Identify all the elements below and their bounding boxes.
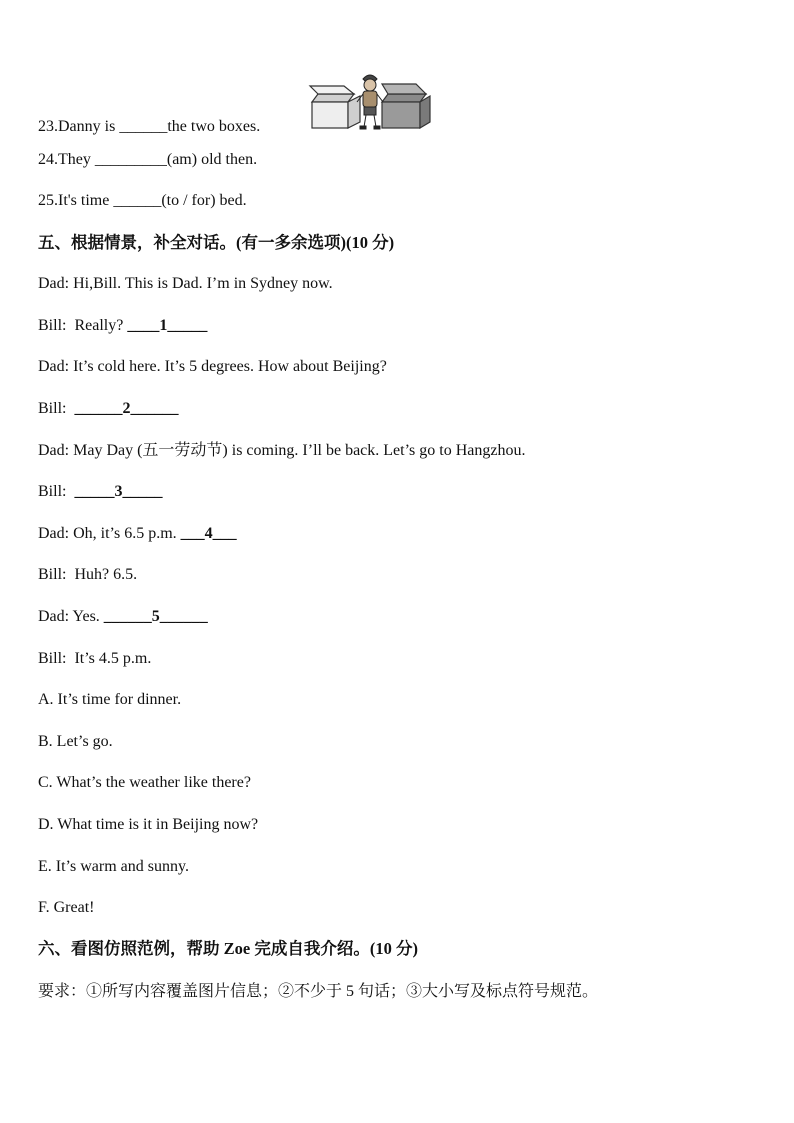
question-24 (38, 150, 257, 170)
section-6-title: 六、看图仿照范例，帮助 Zoe 完成自我介绍。(10 分) (38, 939, 418, 958)
q24-text: 24.They (38, 151, 95, 168)
option-e: E. It’s warm and sunny. (38, 858, 189, 875)
option-f: F. Great! (38, 899, 95, 916)
answer-blank-1[interactable]: ____1_____ (127, 317, 208, 334)
option-a: A. It’s time for dinner. (38, 691, 182, 708)
option-d: D. What time is it in Beijing now? (38, 816, 259, 833)
answer-blank-2[interactable]: ______2______ (74, 400, 179, 417)
dialogue-text: It’s cold here. It’s 5 degrees. How about Beijing? (73, 358, 387, 375)
q25-blank[interactable]: ______ (113, 192, 162, 209)
dialogue-line-4 (38, 399, 178, 419)
question-25 (38, 191, 247, 211)
dialogue-line-2 (38, 316, 207, 336)
dialogue-line-10 (38, 649, 151, 669)
dialogue-line-8 (38, 565, 137, 585)
dialogue-line-1 (38, 274, 333, 294)
speaker: Dad: (38, 608, 70, 625)
answer-blank-3[interactable]: _____3_____ (74, 483, 163, 500)
speaker: Bill: (38, 483, 67, 500)
answer-blank-4[interactable]: ___4___ (180, 525, 237, 542)
speaker: Bill: (38, 317, 67, 334)
speaker: Dad: (38, 358, 70, 375)
speaker: Bill: (38, 400, 67, 417)
dialogue-text: Huh? 6.5. (74, 566, 138, 583)
q23-text: 23.Danny is (38, 118, 120, 135)
option-b: B. Let’s go. (38, 733, 113, 750)
dialogue-text: Yes. (72, 608, 104, 625)
dialogue-text: Oh, it’s 6.5 p.m. (73, 525, 181, 542)
speaker: Dad: (38, 275, 70, 292)
dialogue-line-5 (38, 441, 525, 461)
q25-text: 25.It's time (38, 192, 114, 209)
q24-blank[interactable]: _________ (94, 151, 167, 168)
speaker: Dad: (38, 525, 70, 542)
question-23 (38, 117, 260, 137)
boy-between-two-boxes-icon (308, 72, 432, 132)
dialogue-text: Hi,Bill. This is Dad. I’m in Sydney now. (73, 275, 333, 292)
section-6-requirement: 要求：①所写内容覆盖图片信息；②不少于 5 句话；③大小写及标点符号规范。 (38, 983, 599, 1000)
q23-blank[interactable]: ______ (119, 118, 168, 135)
dialogue-line-3 (38, 357, 387, 377)
dialogue-text: It’s 4.5 p.m. (74, 650, 152, 667)
q24-text-after: (am) old then. (166, 151, 258, 168)
option-c: C. What’s the weather like there? (38, 774, 251, 791)
answer-blank-5[interactable]: ______5______ (103, 608, 208, 625)
q23-text-after: the two boxes. (167, 118, 261, 135)
dialogue-line-7 (38, 524, 237, 544)
dialogue-line-9 (38, 607, 208, 627)
speaker: Dad: (38, 442, 70, 459)
section-5-title: 五、根据情景，补全对话。(有一多余选项)(10 分) (38, 233, 395, 252)
speaker: Bill: (38, 650, 67, 667)
dialogue-line-6 (38, 482, 162, 502)
dialogue-text: May Day (五一劳动节) is coming. I’ll be back. Let’s go to Hangzhou. (73, 442, 526, 459)
dialogue-text: Really? (74, 317, 128, 334)
speaker: Bill: (38, 566, 67, 583)
q25-text-after: (to / for) bed. (161, 192, 247, 209)
